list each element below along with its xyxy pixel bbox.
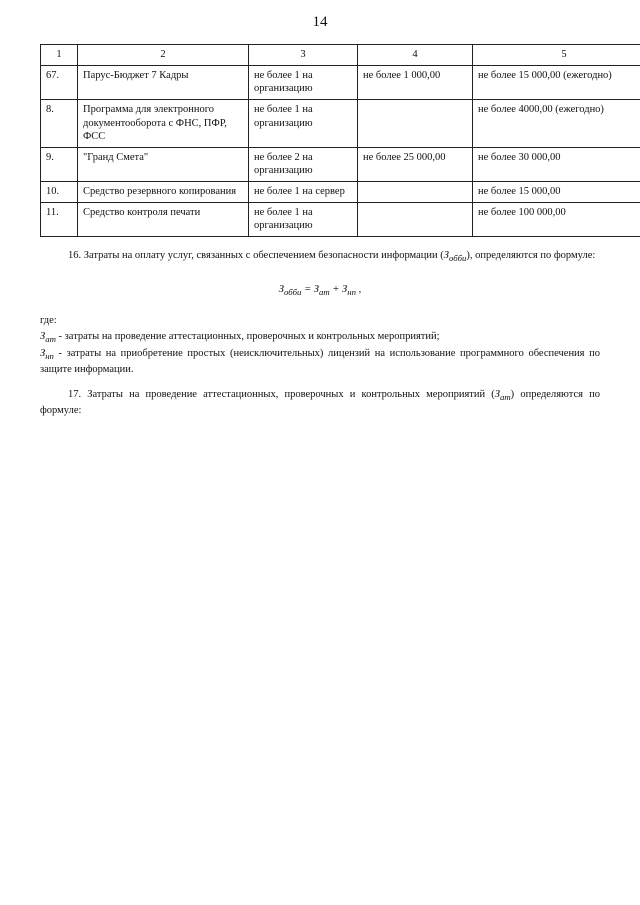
price-limit: не более 1 000,00 xyxy=(358,65,473,99)
table-row xyxy=(41,99,640,147)
page-number: 14 xyxy=(312,14,328,30)
price-limit xyxy=(358,99,473,147)
table-header-row xyxy=(41,45,640,66)
software-name: Парус-Бюджет 7 Кадры xyxy=(78,65,249,99)
header-cell: 3 xyxy=(249,45,358,66)
software-name: Средство резервного копирования xyxy=(78,182,249,203)
definition-z-np: $З_{нп}$ - затраты на приобретение простых (неисключительных) лицензий на использование программного обеспечения по защите информации. xyxy=(40,348,600,375)
header-cell: 5 xyxy=(473,45,640,66)
clause-16: 16. Затраты на оплату услуг, связанных с обеспечением безопасности информации $(З_{обби})$, определяются по формуле: xyxy=(68,250,596,264)
row-number: 8. xyxy=(41,99,78,147)
row-number: 9. xyxy=(41,147,78,181)
quantity-limit: не более 2 на организацию xyxy=(249,147,358,181)
software-name: Средство контроля печати xyxy=(78,202,249,236)
quantity-limit: не более 1 на организацию xyxy=(249,65,358,99)
price-limit xyxy=(358,202,473,236)
table-row xyxy=(41,65,640,99)
symbol-z-at: $З_{ат}$ xyxy=(494,389,511,403)
table-row xyxy=(41,182,640,203)
where-label: где: xyxy=(40,314,57,326)
row-number: 11. xyxy=(41,202,78,236)
price-limit xyxy=(358,182,473,203)
row-number: 67. xyxy=(41,65,78,99)
annual-cost-limit: не более 30 000,00 xyxy=(473,147,640,181)
header-cell: 1 xyxy=(41,45,78,66)
table-row xyxy=(41,202,640,236)
header-cell: 2 xyxy=(78,45,249,66)
annual-cost-limit: не более 100 000,00 xyxy=(473,202,640,236)
annual-cost-limit: не более 15 000,00 xyxy=(473,182,640,203)
software-name: "Гранд Смета" xyxy=(78,147,249,181)
quantity-limit: не более 1 на организацию xyxy=(249,99,358,147)
software-name: Программа для электронного документооборота с ФНС, ПФР, ФСС xyxy=(78,99,249,147)
formula-z-obbi: $З_{обби} = З_{ат} + З_{нп}$ , xyxy=(278,283,362,297)
annual-cost-limit: не более 4000,00 (ежегодно) xyxy=(473,99,640,147)
limits-table xyxy=(40,44,640,237)
quantity-limit: не более 1 на организацию xyxy=(249,202,358,236)
clause-17: 17. Затраты на проведение аттестационных, проверочных и контрольных мероприятий $(З_{ат})$ определяются по формуле: xyxy=(40,389,600,416)
header-cell: 4 xyxy=(358,45,473,66)
price-limit: не более 25 000,00 xyxy=(358,147,473,181)
quantity-limit: не более 1 на сервер xyxy=(249,182,358,203)
row-number: 10. xyxy=(41,182,78,203)
page-content xyxy=(40,44,612,884)
symbol-z-obbi: $З_{обби}$ xyxy=(443,250,467,264)
annual-cost-limit: не более 15 000,00 (ежегодно) xyxy=(473,65,640,99)
definition-z-at: $З_{ат}$ - затраты на проведение аттестационных, проверочных и контрольных мероприятий; xyxy=(40,330,440,344)
table-row xyxy=(41,147,640,181)
